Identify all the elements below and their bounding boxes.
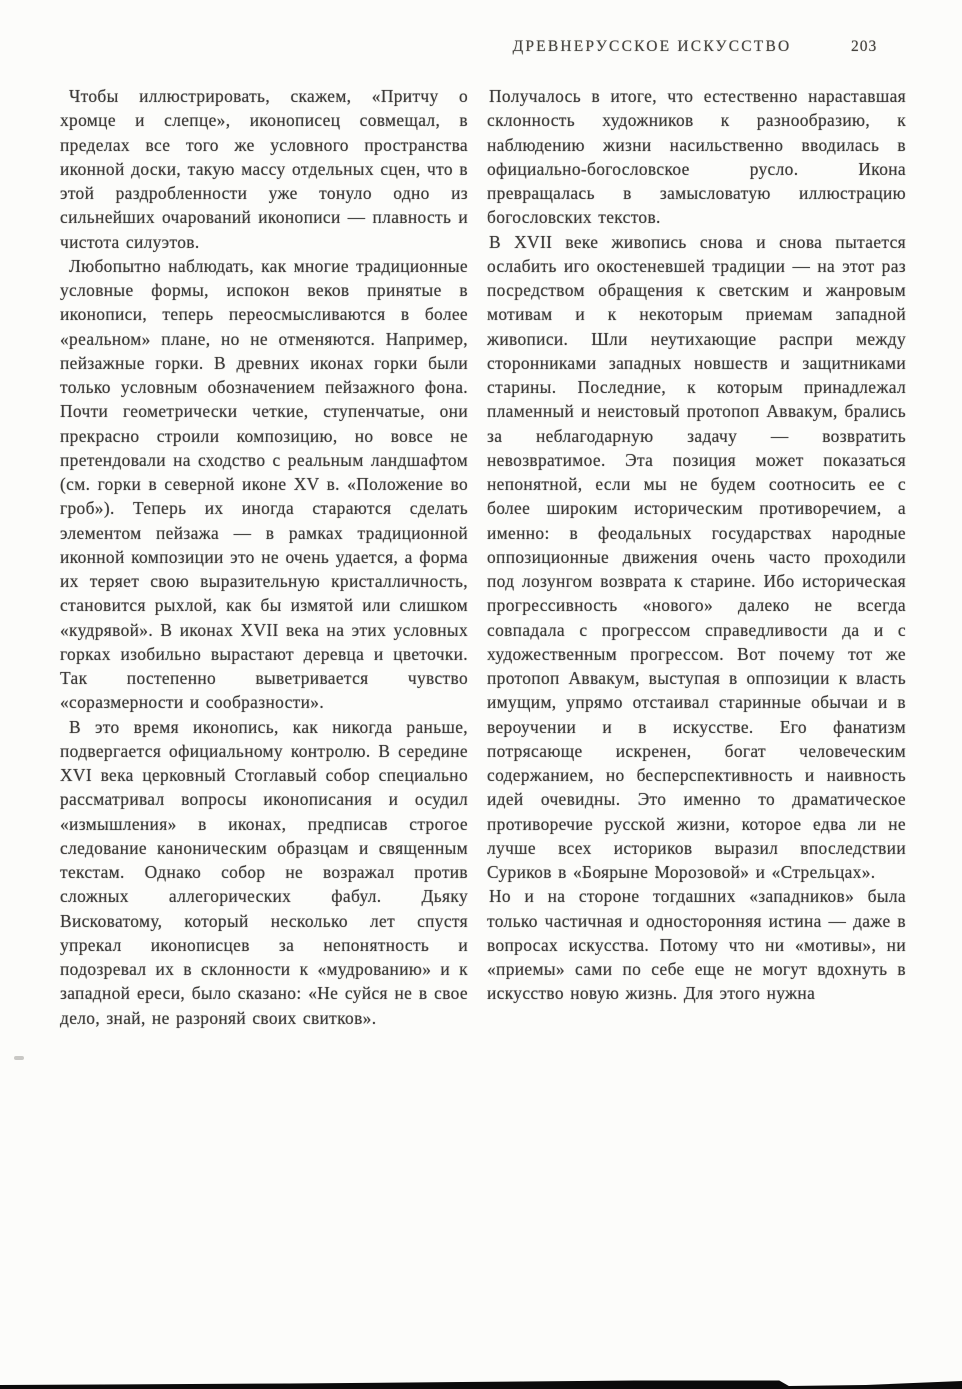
scan-edge-shadow	[0, 1373, 962, 1389]
right-column	[487, 84, 906, 1006]
paragraph: Но и на стороне тогдашних «западников» была только частичная и односторонняя истина — даже в вопросах искусства. Потому что ни «мотивы», ни «приемы» сами по себе еще не могут вдохнуть в искусство новую жизнь. Для этого нужна	[487, 886, 906, 1004]
scan-speck	[14, 1056, 24, 1060]
paragraph: Получалось в итоге, что естественно нараставшая склонность художников к разнообразию, к наблюдению жизни насильственно вводилась в официально-богословское русло. Икона превращалась в замысловатую иллюстрацию богословских текстов.	[487, 86, 906, 228]
left-column	[60, 84, 468, 1030]
paragraph: Любопытно наблюдать, как многие традиционные условные формы, испокон веков принятые в иконописи, теперь переосмысливаются в более «реальном» плане, но не отменяются. Например, пейзажные горки. В древних иконах горки были только условным обозначением пейзажного фона. Почти геометрически четкие, ступенчатые, они прекрасно строили композицию, но вовсе не претендовали на сходство с реальным ландшафтом (см. горки в северной иконе XV в. «Положение во гроб»). Теперь их иногда стараются сделать элементом пейзажа — в рамках традиционной иконной композиции это не очень удается, а форма их теряет свою выразительную кристалличность, становится рыхлой, как бы измятой или слишком «кудрявой». В иконах XVII века на этих условных горках изобильно вырастают деревца и цветочки. Так постепенно выветривается чувство «соразмерности и сообразности».	[60, 255, 468, 713]
paragraph: В это время иконопись, как никогда раньше, подвергается официальному контролю. В середине XVI века церковный Стоглавый собор специально рассматривал вопросы иконописания и осудил «измышления» в иконах, предписав строгое следование каноническим образцам и священным текстам. Однако собор не возражал против сложных аллегорических фабул. Дьяку Висковатому, который несколько лет спустя упрекал иконописцев за непонятность и подозревал их в склонности к «мудрованию» и к западной ереси, было сказано: «Не суйся не в свое дело, знай, не разроняй своих свитков».	[60, 716, 468, 1028]
paragraph: Чтобы иллюстрировать, скажем, «Притчу о хромце и слепце», иконописец совмещал, в пределах все того же условного пространства иконной доски, такую массу отдельных сцен, что в этой раздробленности уже тонуло одно из сильнейших очарований иконописи — плавность и чистота силуэтов.	[60, 86, 468, 252]
running-title: ДРЕВНЕРУССКОЕ ИСКУССТВО	[512, 38, 792, 55]
running-head	[487, 38, 906, 60]
page-number: 203	[851, 38, 878, 55]
paragraph: В XVII веке живопись снова и снова пытается ослабить иго окостеневшей традиции — на этот раз посредством обращения к светским и жанровым мотивам и к некоторым приемам западной живописи. Шли неутихающие распри между сторонниками западных новшеств и защитниками старины. Последние, к которым принадлежал пламенный и неистовый протопоп Аввакум, брались за неблагодарную задачу — возвратить невозвратимое. Эта позиция может показаться непонятной, если мы не будем соотносить ее с более широким историческим противоречием, а именно: в феодальных государствах народные оппозиционные движения очень часто проходили под лозунгом возврата к старине. Ибо историческая прогрессивность «нового» далеко не всегда совпадала с прогрессом справедливости да и с художественным прогрессом. Вот почему тот же протопоп Аввакум, выступая в оппозиции к власть имущим, упрямо отстаивал старинные обычаи и в вероучении и в искусстве. Его фанатизм потрясающе искренен, богат человеческим содержанием, но бесперспективность и наивность идей очевидны. Это именно то драматическое противоречие русской жизни, которое едва ли не лучше всех историков выразил впоследствии Суриков в «Боярыне Морозовой» и «Стрельцах».	[487, 231, 906, 882]
